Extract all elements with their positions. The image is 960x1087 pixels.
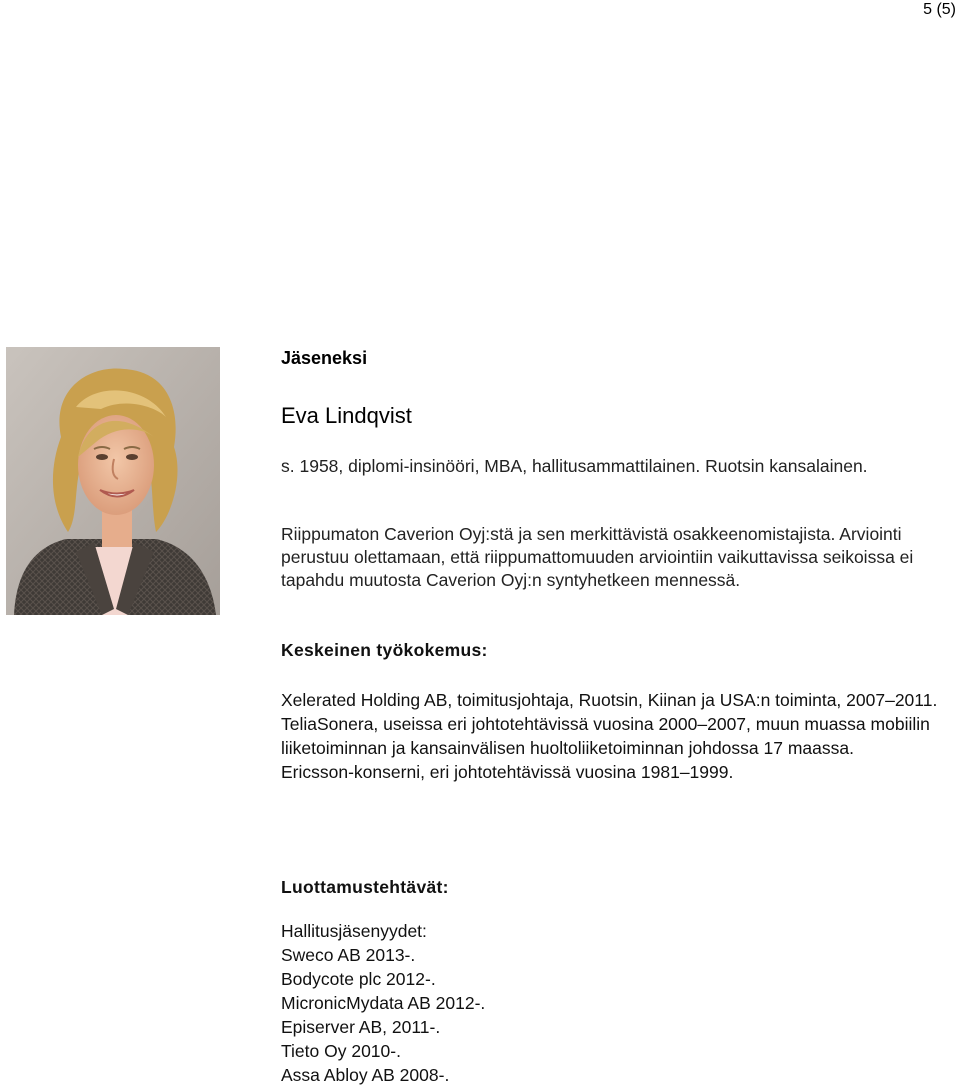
- page-number: 5 (5): [923, 1, 956, 18]
- candidate-bio: s. 1958, diplomi-insinööri, MBA, hallitusammattilainen. Ruotsin kansalainen.: [281, 456, 868, 476]
- candidate-name: Eva Lindqvist: [281, 403, 412, 428]
- list-item: TeliaSonera, useissa eri johtotehtävissä vuosina 2000–2007, muun muassa mobiilin liiketoiminnan ja kansainvälisen huoltoliiketoiminnan johdossa 17 maassa.: [281, 714, 930, 758]
- work-experience-list: [281, 688, 951, 784]
- list-item: Episerver AB, 2011-.: [281, 1017, 441, 1037]
- list-item: Tieto Oy 2010-.: [281, 1041, 401, 1061]
- list-item: Sweco AB 2013-.: [281, 945, 416, 965]
- positions-of-trust-list: [281, 919, 781, 1087]
- list-item: Xelerated Holding AB, toimitusjohtaja, Ruotsin, Kiinan ja USA:n toiminta, 2007–2011.: [281, 690, 938, 710]
- list-item: Ericsson-konserni, eri johtotehtävissä vuosina 1981–1999.: [281, 762, 734, 782]
- list-item: MicronicMydata AB 2012-.: [281, 993, 486, 1013]
- independence-statement: Riippumaton Caverion Oyj:stä ja sen merkittävistä osakkeenomistajista. Arviointi perustuu olettamaan, että riippumattomuuden arviointiin vaikuttavissa seikoissa ei tapahdu muutosta Caverion Oyj:n syntyhetkeen mennessä.: [281, 524, 914, 590]
- list-item: Bodycote plc 2012-.: [281, 969, 436, 989]
- board-memberships-subtitle: Hallitusjäsenyydet:: [281, 921, 427, 941]
- work-experience-title: Keskeinen työkokemus:: [281, 640, 488, 660]
- section-heading: Jäseneksi: [281, 348, 368, 368]
- portrait-photo: [6, 347, 220, 615]
- list-item: Assa Abloy AB 2008-.: [281, 1065, 450, 1085]
- positions-of-trust-title: Luottamustehtävät:: [281, 877, 449, 897]
